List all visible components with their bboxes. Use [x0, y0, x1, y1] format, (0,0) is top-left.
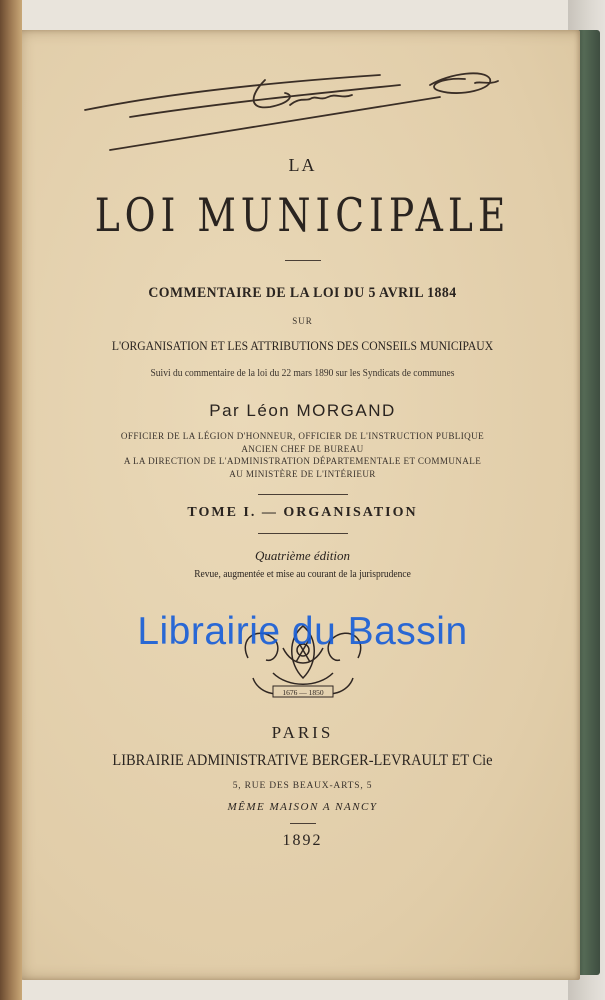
author-title-line: ANCIEN CHEF DE BUREAU: [241, 444, 364, 455]
handwritten-signature: [80, 55, 530, 165]
author-titles: [0, 431, 605, 481]
supplement-note: Suivi du commentaire de la loi du 22 mars 1890 sur les Syndicats de communes: [150, 368, 455, 379]
commentary-heading: COMMENTAIRE DE LA LOI DU 5 AVRIL 1884: [148, 285, 457, 301]
edition-note: Revue, augmentée et mise au courant de la jurisprudence: [194, 569, 411, 580]
author-title-line: A LA DIRECTION DE L'ADMINISTRATION DÉPARTEMENTALE ET COMMUNALE: [123, 457, 482, 467]
volume-divider-bottom: [258, 533, 348, 534]
organisation-heading: L'ORGANISATION ET LES ATTRIBUTIONS DES CONSEILS MUNICIPAUX: [111, 339, 494, 353]
page-title: LOI MUNICIPALE: [94, 188, 511, 242]
imprint-address: 5, RUE DES BEAUX-ARTS, 5: [232, 781, 373, 791]
imprint-city: PARIS: [271, 723, 334, 742]
volume-divider-top: [258, 494, 348, 495]
sur-label: SUR: [292, 316, 313, 326]
volume-title: TOME I. — ORGANISATION: [187, 505, 418, 520]
year-divider: [290, 823, 316, 824]
title-divider: [285, 260, 321, 261]
author-byline: Par Léon MORGAND: [209, 401, 396, 420]
edition-number: Quatrième édition: [255, 548, 350, 563]
watermark-text: Librairie du Bassin: [137, 610, 468, 653]
imprint-publisher: LIBRAIRIE ADMINISTRATIVE BERGER-LEVRAULT ET Cie: [112, 752, 493, 769]
emblem-dates: 1676 — 1850: [282, 688, 324, 697]
book-spine-edge: [0, 0, 22, 1000]
title-article: LA: [288, 155, 317, 175]
imprint-other-house: MÊME MAISON A NANCY: [227, 801, 378, 813]
author-title-line: AU MINISTÈRE DE L'INTÉRIEUR: [229, 469, 376, 480]
author-title-line: OFFICIER DE LA LÉGION D'HONNEUR, OFFICIER DE L'INSTRUCTION PUBLIQUE: [120, 432, 485, 442]
imprint-year: 1892: [282, 832, 323, 849]
